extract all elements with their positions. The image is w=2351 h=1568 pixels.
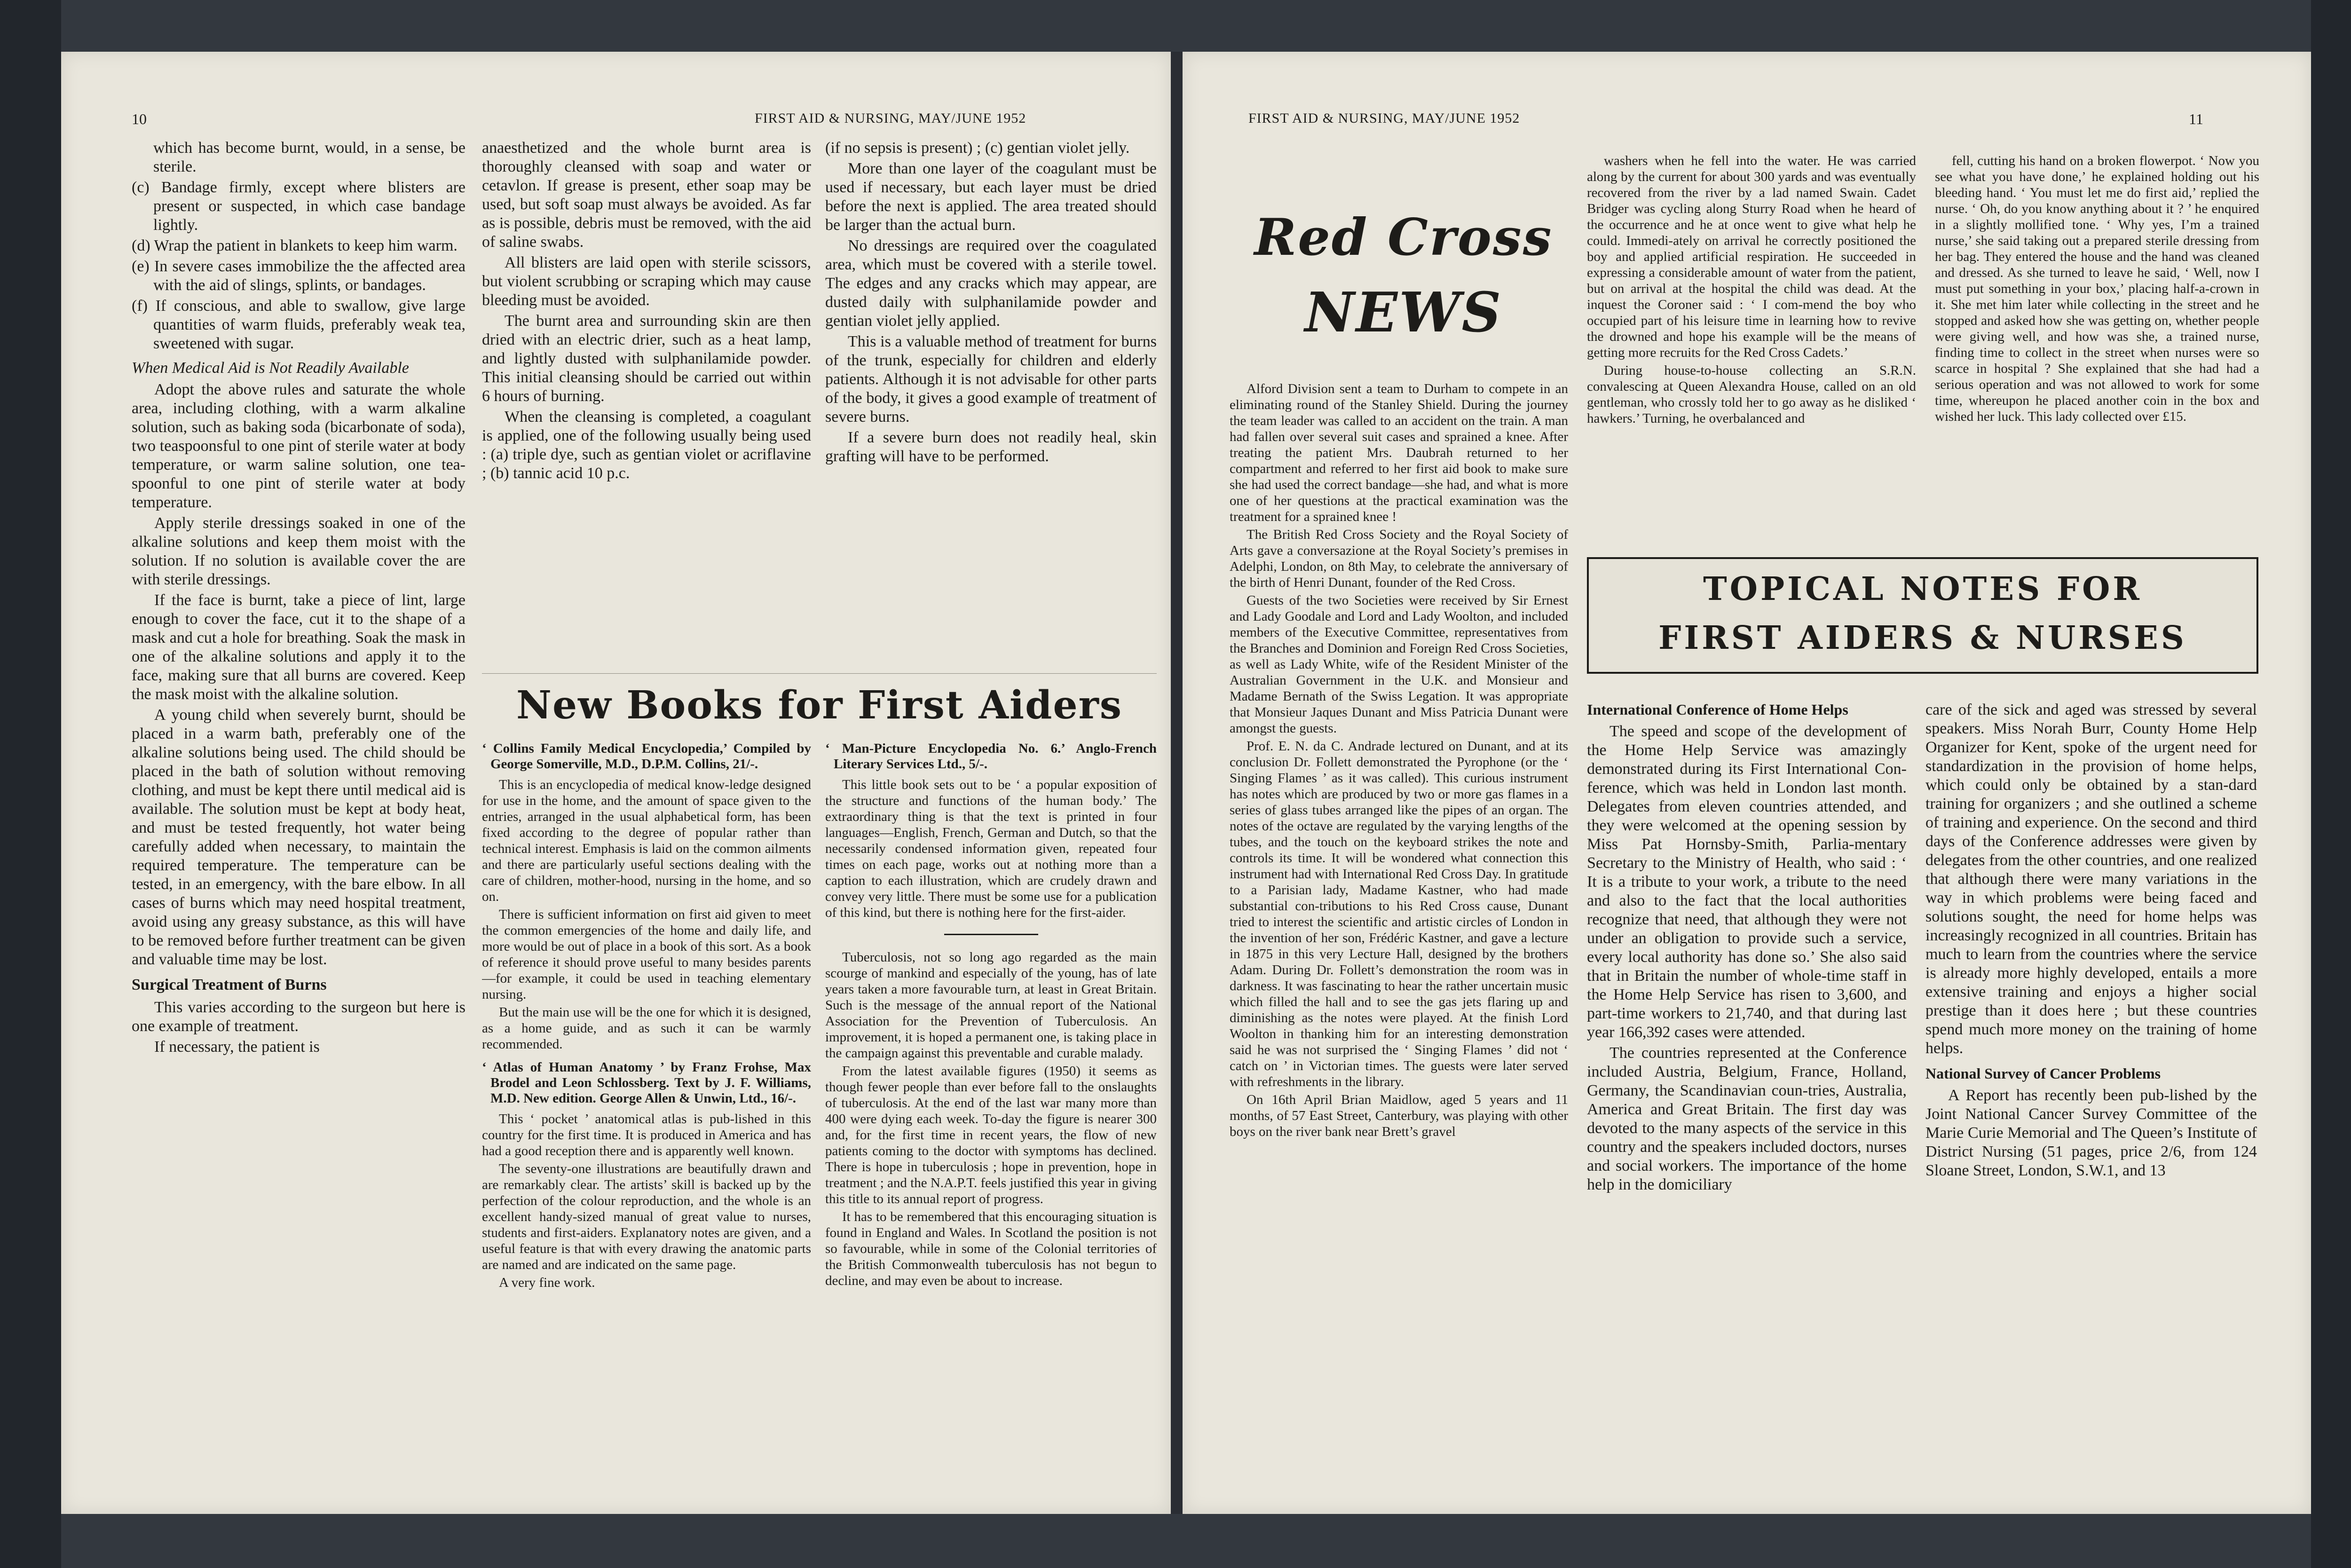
paragraph: This varies according to the surgeon but here is one example of treatment. [132, 999, 465, 1035]
topical-notes-banner [1587, 557, 2258, 674]
running-head: FIRST AID & NURSING, MAY/JUNE 1952 [755, 110, 1026, 126]
section-heading: National Survey of Cancer Problems [1925, 1065, 2161, 1082]
page-number: 10 [132, 110, 147, 127]
list-item: (c) Bandage firmly, except where blisters are present or suspected, in which case bandage lightly. [132, 179, 465, 234]
paragraph: The British Red Cross Society and the Royal Society of Arts gave a conversazione at the Royal Society’s premises in Adelphi, London, on 8th May, to celebrate the anniversary of the birth of Henri Dunant, founder of the Red Cross. [1230, 527, 1568, 590]
list-item: (e) In severe cases immobilize the the affected area with the aid of slings, splints, or bandages. [132, 258, 465, 294]
scanner-left-margin [0, 0, 61, 1568]
paragraph: Tuberculosis, not so long ago regarded as the main scourge of mankind and especially of the young, has of late years taken a more favourable turn, at least in Great Britain. Such is the message of the annual report of the National Association for the Prevention of Tuberculosis. An improvement, it is hoped a permanent one, is taking place in the campaign against this preventable and curable malady. [825, 950, 1157, 1061]
paragraph: During house-to-house collecting an S.R.N. convalescing at Queen Alexandra House, called on an old gentleman, who crossly told her to go away as he disliked ‘ hawkers.’ Turning, he overbalanced and [1587, 363, 1916, 426]
article-column-1 [132, 139, 465, 1488]
paragraph: Alford Division sent a team to Durham to compete in an eliminating round of the Stanley Shield. During the journey the team leader was called to an accident on the train. A man had fallen over several suit cases and sprained a knee. After treating the patient Mrs. Daubrah returned to her compartment and referred to her first aid book to make sure she had used the correct bandage—she had, and what is more one of her questions at the practical examination was the treatment for a sprained knee ! [1230, 381, 1568, 524]
paragraph: (if no sepsis is present) ; (c) gentian violet jelly. [825, 139, 1130, 157]
paragraph: The burnt area and surrounding skin are then dried with an electric drier, such as a heat lamp, and lightly dusted with sulphanilamide powder. This initial cleansing should be carried out within 6 hours of burning. [482, 312, 811, 405]
paragraph: More than one layer of the coagulant must be used if necessary, but each layer must be dried before the next is applied. The area treated should be larger than the actual burn. [825, 160, 1157, 234]
scanner-right-margin [2311, 0, 2351, 1568]
section-divider [482, 673, 1157, 674]
paragraph: anaesthetized and the whole burnt area is thoroughly cleansed with soap and water or cetavlon. If grease is present, ether soap may be used, but soft soap must always be avoided. As far as is possible, debris must be removed, with the aid of saline swabs. [482, 139, 811, 251]
page-number: 11 [2189, 110, 2203, 127]
book-gutter [1171, 52, 1183, 1514]
short-rule [944, 934, 1038, 935]
topical-column-2 [1925, 701, 2257, 1483]
banner-line: TOPICAL NOTES FOR [1703, 570, 2142, 608]
section-heading: International Conference of Home Helps [1587, 701, 1848, 718]
paragraph: This is a valuable method of treatment for burns of the trunk, especially for children and elderly patients. Although it is not advisable for other parts of the body, it gives a good example of treatment of severe burns. [825, 333, 1157, 425]
paragraph: From the latest available figures (1950) it seems as though fewer people than ever before fall to the onslaughts of tuberculosis. At the end of the last war many more than 400 were dying each week. To-day the figure is nearer 300 and, for the first time in recent years, the flow of new patients coming to the doctor with symptoms has declined. There is hope in tuberculosis ; hope in prevention, hope in treatment ; and the N.A.P.T. feels justified this year in giving this title to its annual report of progress. [825, 1064, 1157, 1206]
news-column-3 [1935, 153, 2259, 576]
paragraph: All blisters are laid open with sterile scissors, but violent scrubbing or scraping which may cause bleeding must be avoided. [482, 254, 811, 309]
paragraph: There is sufficient information on first aid given to meet the common emergencies of the home and daily life, and more would be out of place in a book of this sort. As a book of reference it should prove useful to many besides parents—for example, it could be used in teaching elementary nursing. [482, 907, 811, 1002]
paragraph: A Report has recently been pub-lished by the Joint National Cancer Survey Committee of the Marie Curie Memorial and The Queen’s Institute of District Nursing (51 pages, price 2/6, from 124 Sloane Street, London, S.W.1, and 13 [1925, 1087, 2257, 1179]
subheading: When Medical Aid is Not Readily Available [132, 359, 409, 377]
paragraph: The speed and scope of the development of the Home Help Service was amazingly demonstrated during its First International Con-ference, which was held in London last month. Delegates from eleven countries attended, and they were welcomed at the opening session by Miss Pat Hornsby-Smith, Parlia-mentary Secretary to the Ministry of Health, who said : ‘ It is a tribute to your work, a tribute to the need and also to the fact that the local authorities recognize that need, that although they were not under an obligation to provide such a service, every local authority has done so.’ She also said that in Britain the number of whole-time staff in the Home Help Service has risen to 3,600, and part-time workers to 21,740, and that during last year 166,392 cases were attended. [1587, 723, 1907, 1041]
paragraph: A young child when severely burnt, should be placed in a warm bath, preferably one of the alkaline solutions being used. The child should be placed in the bath of solution without removing clothing, and must be kept there until medical aid is available. The solution must be kept at body heat, and must be tested frequently, hot water being carefully added when necessary, to maintain the required temperature. The temperature can be tested, in an emergency, with the bare elbow. In all cases of burns which may need hospital treatment, avoid using any greasy substance, as this will have to be removed before further treatment can be given and valuable time may be lost. [132, 706, 465, 968]
paragraph: fell, cutting his hand on a broken flowerpot. ‘ Now you see what you have done,’ he explained holding out his bleeding hand. ‘ You must let me do first aid,’ replied the nurse. ‘ Oh, do you know anything about it ? ’ he enquired in a slightly mollified tone. ‘ Why yes, I’m a trained nurse,’ she said taking out a prepared sterile dressing from her bag. They entered the house and the hand was cleaned and dressed. As she turned to leave he said, ‘ Well, now I must put something in your box,’ placing half-a-crown in it. She met him later while collecting in the street and he stopped and asked how she was getting on, whether people were giving well, and how was she, a trained nurse, finding time to collect in the street when nurses were so scarce in hospital ? She explained that she had had a serious operation and was not allowed to work for some time, whereupon he placed another coin in the box and wished her luck. This lady collected over £15. [1935, 153, 2259, 424]
paragraph: No dressings are required over the coagulated area, which must be covered with a sterile towel. The edges and any cracks which may appear, are dusted daily with sulphanilamide powder and gentian violet jelly applied. [825, 237, 1157, 330]
list-item: (f) If conscious, and able to swallow, give large quantities of warm fluids, preferably weak tea, sweetened with sugar. [132, 297, 465, 352]
books-column-1 [482, 733, 811, 1486]
paragraph: But the main use will be the one for which it is designed, as a home guide, and as such it can be warmly recommended. [482, 1005, 811, 1052]
list-item: (d) Wrap the patient in blankets to keep him warm. [132, 237, 458, 254]
paragraph: Prof. E. N. da C. Andrade lectured on Dunant, and at its conclusion Dr. Follett demonstrated the Pyrophone (or the ‘ Singing Flames ’ as it was called). This curious instrument has notes which are produced by two or more gas flames in a series of glass tubes arranged like the pipes of an organ. The notes of the octave are regulated by the varying lengths of the tubes, and the touch on the keyboard strikes the note and controls its time. It will be wondered what connection this instrument had with International Red Cross Day. In gratitude to a Parisian lady, Madame Kastner, who had made substantial con-tributions to his Red Cross cause, Dunant tried to interest the scientific and artistic circles of London in the invention of her son, Frédéric Kastner, and gave a lecture in 1875 in this very Lecture Hall, designed by the brothers Adam. During Dr. Follett’s demonstration the room was in darkness. It was fascinating to hear the rather uncertain music which filled the hall and to see the gas jets flaring up and diminishing as the notes were played. At the finish Lord Woolton in thanking him for an interesting demonstration said he was not surprised the ‘ Singing Flames ’ did not ‘ catch on ’ in Victorian times. The guests were later served with refreshments in the library. [1230, 739, 1568, 1089]
books-banner: New Books for First Aiders [516, 683, 1122, 728]
banner-line: FIRST AIDERS & NURSES [1658, 619, 2187, 657]
book-reference: ‘ Collins Family Medical Encyclopedia,’ Compiled by George Somerville, M.D., D.P.M. Collins, 21/-. [482, 741, 811, 772]
paragraph: which has become burnt, would, in a sense, be sterile. [153, 139, 465, 175]
paragraph: When the cleansing is completed, a coagulant is applied, one of the following usually being used : (a) triple dye, such as gentian violet or acriflavine ; (b) tannic acid 10 p.c. [482, 408, 811, 482]
paragraph: It has to be remembered that this encouraging situation is found in England and Wales. In Scotland the position is not so favourable, while in some of the Colonial territories of the British Commonwealth tuberculosis has not begun to decline, and may even be about to increase. [825, 1209, 1157, 1288]
paragraph: This little book sets out to be ‘ a popular exposition of the structure and functions of the human body.’ The extraordinary thing is that the text is printed in four languages—English, French, German and Dutch, so that the necessarily condensed information given, repeated four times on each page, works out at nothing more than a caption to each illustration, which are crudely drawn and convey very little. There must be some use for a publication of this kind, but there is nothing here for the first-aider. [825, 777, 1157, 920]
paragraph: On 16th April Brian Maidlow, aged 5 years and 11 months, of 57 East Street, Canterbury, was playing with other boys on the river bank near Brett’s gravel [1230, 1092, 1568, 1139]
news-column-1 [1230, 381, 1568, 1483]
paragraph: If necessary, the patient is [154, 1038, 320, 1056]
news-column-2 [1587, 153, 1916, 576]
paragraph: Adopt the above rules and saturate the whole area, including clothing, with a warm alkaline solution, such as baking soda (bicarbonate of soda), two teaspoonsful to one pint of sterile water at body temperature, or warm saline solution, one tea-spoonful to one pint of sterile water at body temperature. [132, 381, 465, 511]
red-cross-news-logo [1239, 207, 1568, 348]
book-reference: ‘ Atlas of Human Anatomy ’ by Franz Frohse, Max Brodel and Leon Schlossberg. Text by J. F. Williams, M.D. New edition. George Allen & Unwin, Ltd., 16/-. [482, 1060, 811, 1106]
logo-line-red-cross: Red Cross [1254, 208, 1553, 267]
paragraph: If the face is burnt, take a piece of lint, large enough to cover the face, cut it to the shape of a mask and cut a hole for breathing. Soak the mask in one of the alkaline solutions and apply it to the face, making sure that all burns are covered. Keep the mask moist with the alkaline solution. [132, 591, 465, 703]
left-page [61, 52, 1171, 1514]
paragraph: washers when he fell into the water. He was carried along by the current for about 300 yards and was eventually recovered from the river by a lad named Swain. Cadet Bridger was cycling along Sturry Road when he heard of the occurrence and he at once went to give what help he could. Immedi-ately on arrival he correctly positioned the boy and applied artificial respiration. He succeeded in expressing a considerable amount of water from the patient, but on arrival at the hospital the child was dead. At the inquest the Coroner said : ‘ I com-mend the boy who occupied part of his leisure time in learning how to revive the drowned and hope his example will be the means of getting more recruits for the Red Cross Cadets.’ [1587, 153, 1916, 360]
logo-line-news: NEWS [1304, 281, 1503, 345]
paragraph: care of the sick and aged was stressed by several speakers. Miss Norah Burr, County Home Help Organizer for Kent, spoke of the urgent need for standardization in the provision of home helps, which could only be obtained by a stan-dard training for organizers ; and she outlined a scheme of training and experience. On the second and third days of the Conference addresses were given by delegates from the other countries, and one realized that although there were many variations in the way in which problems were being faced and solutions sought, the need for home helps was increasingly recognized in all countries. Britain has much to learn from the countries where the service is already more highly developed, entails a more extensive training and enjoys a higher social prestige than it does here ; but these countries spend much more money on the training of home helps. [1925, 701, 2257, 1057]
paragraph: This is an encyclopedia of medical know-ledge designed for use in the home, and the amount of space given to the entries, arranged in the usual alphabetical form, has been fixed according to the degree of popular rather than technical interest. Emphasis is laid on the common ailments and there are particularly useful sections dealing with the care of children, mother-hood, nursing in the home, and so on. [482, 777, 811, 904]
topical-column-1 [1587, 701, 1907, 1483]
right-page [1183, 52, 2311, 1514]
books-column-2 [825, 733, 1157, 1486]
paragraph: Guests of the two Societies were received by Sir Ernest and Lady Goodale and Lord and Lady Woolton, and included members of the Executive Committee, representatives from the Branches and Dominion and Foreign Red Cross Societies, as well as Lady White, wife of the Resident Minister of the Australian Government in the U.K. and Monsieur and Madame Bernath of the Swiss Legation. It was appropriate that Monsieur Jaques Dunant and Miss Patricia Dunant were amongst the guests. [1230, 593, 1568, 736]
section-heading: Surgical Treatment of Burns [132, 976, 327, 993]
paragraph: If a severe burn does not readily heal, skin grafting will have to be performed. [825, 429, 1157, 465]
paragraph: The seventy-one illustrations are beautifully drawn and are remarkably clear. The artists’ skill is backed up by the perfection of the colour reproduction, and the whole is an excellent handy-sized manual of great value to nurses, students and first-aiders. Explanatory notes are given, and a useful feature is that with every drawing the anatomic parts are named and are indicated on the same page. [482, 1161, 811, 1272]
paragraph: Apply sterile dressings soaked in one of the alkaline solutions and keep them moist with the solution. If no solution is available cover the are with sterile dressings. [132, 514, 465, 588]
book-reference: ‘ Man-Picture Encyclopedia No. 6.’ Anglo-French Literary Services Ltd., 5/-. [825, 741, 1157, 772]
paragraph: A very fine work. [499, 1275, 595, 1290]
article-column-3 [825, 139, 1157, 670]
running-head: FIRST AID & NURSING, MAY/JUNE 1952 [1248, 110, 1520, 126]
paragraph: This ‘ pocket ’ anatomical atlas is pub-lished in this country for the first time. It is produced in America and has had a good reception there and is apparently well known. [482, 1111, 811, 1158]
paragraph: The countries represented at the Conference included Austria, Belgium, France, Holland, Germany, the Scandinavian coun-tries, Australia, America and Great Britain. The first day was devoted to the many aspects of the service in this country and the speakers included doctors, nurses and social workers. The importance of the home help in the domiciliary [1587, 1044, 1907, 1193]
article-column-2 [482, 139, 811, 670]
